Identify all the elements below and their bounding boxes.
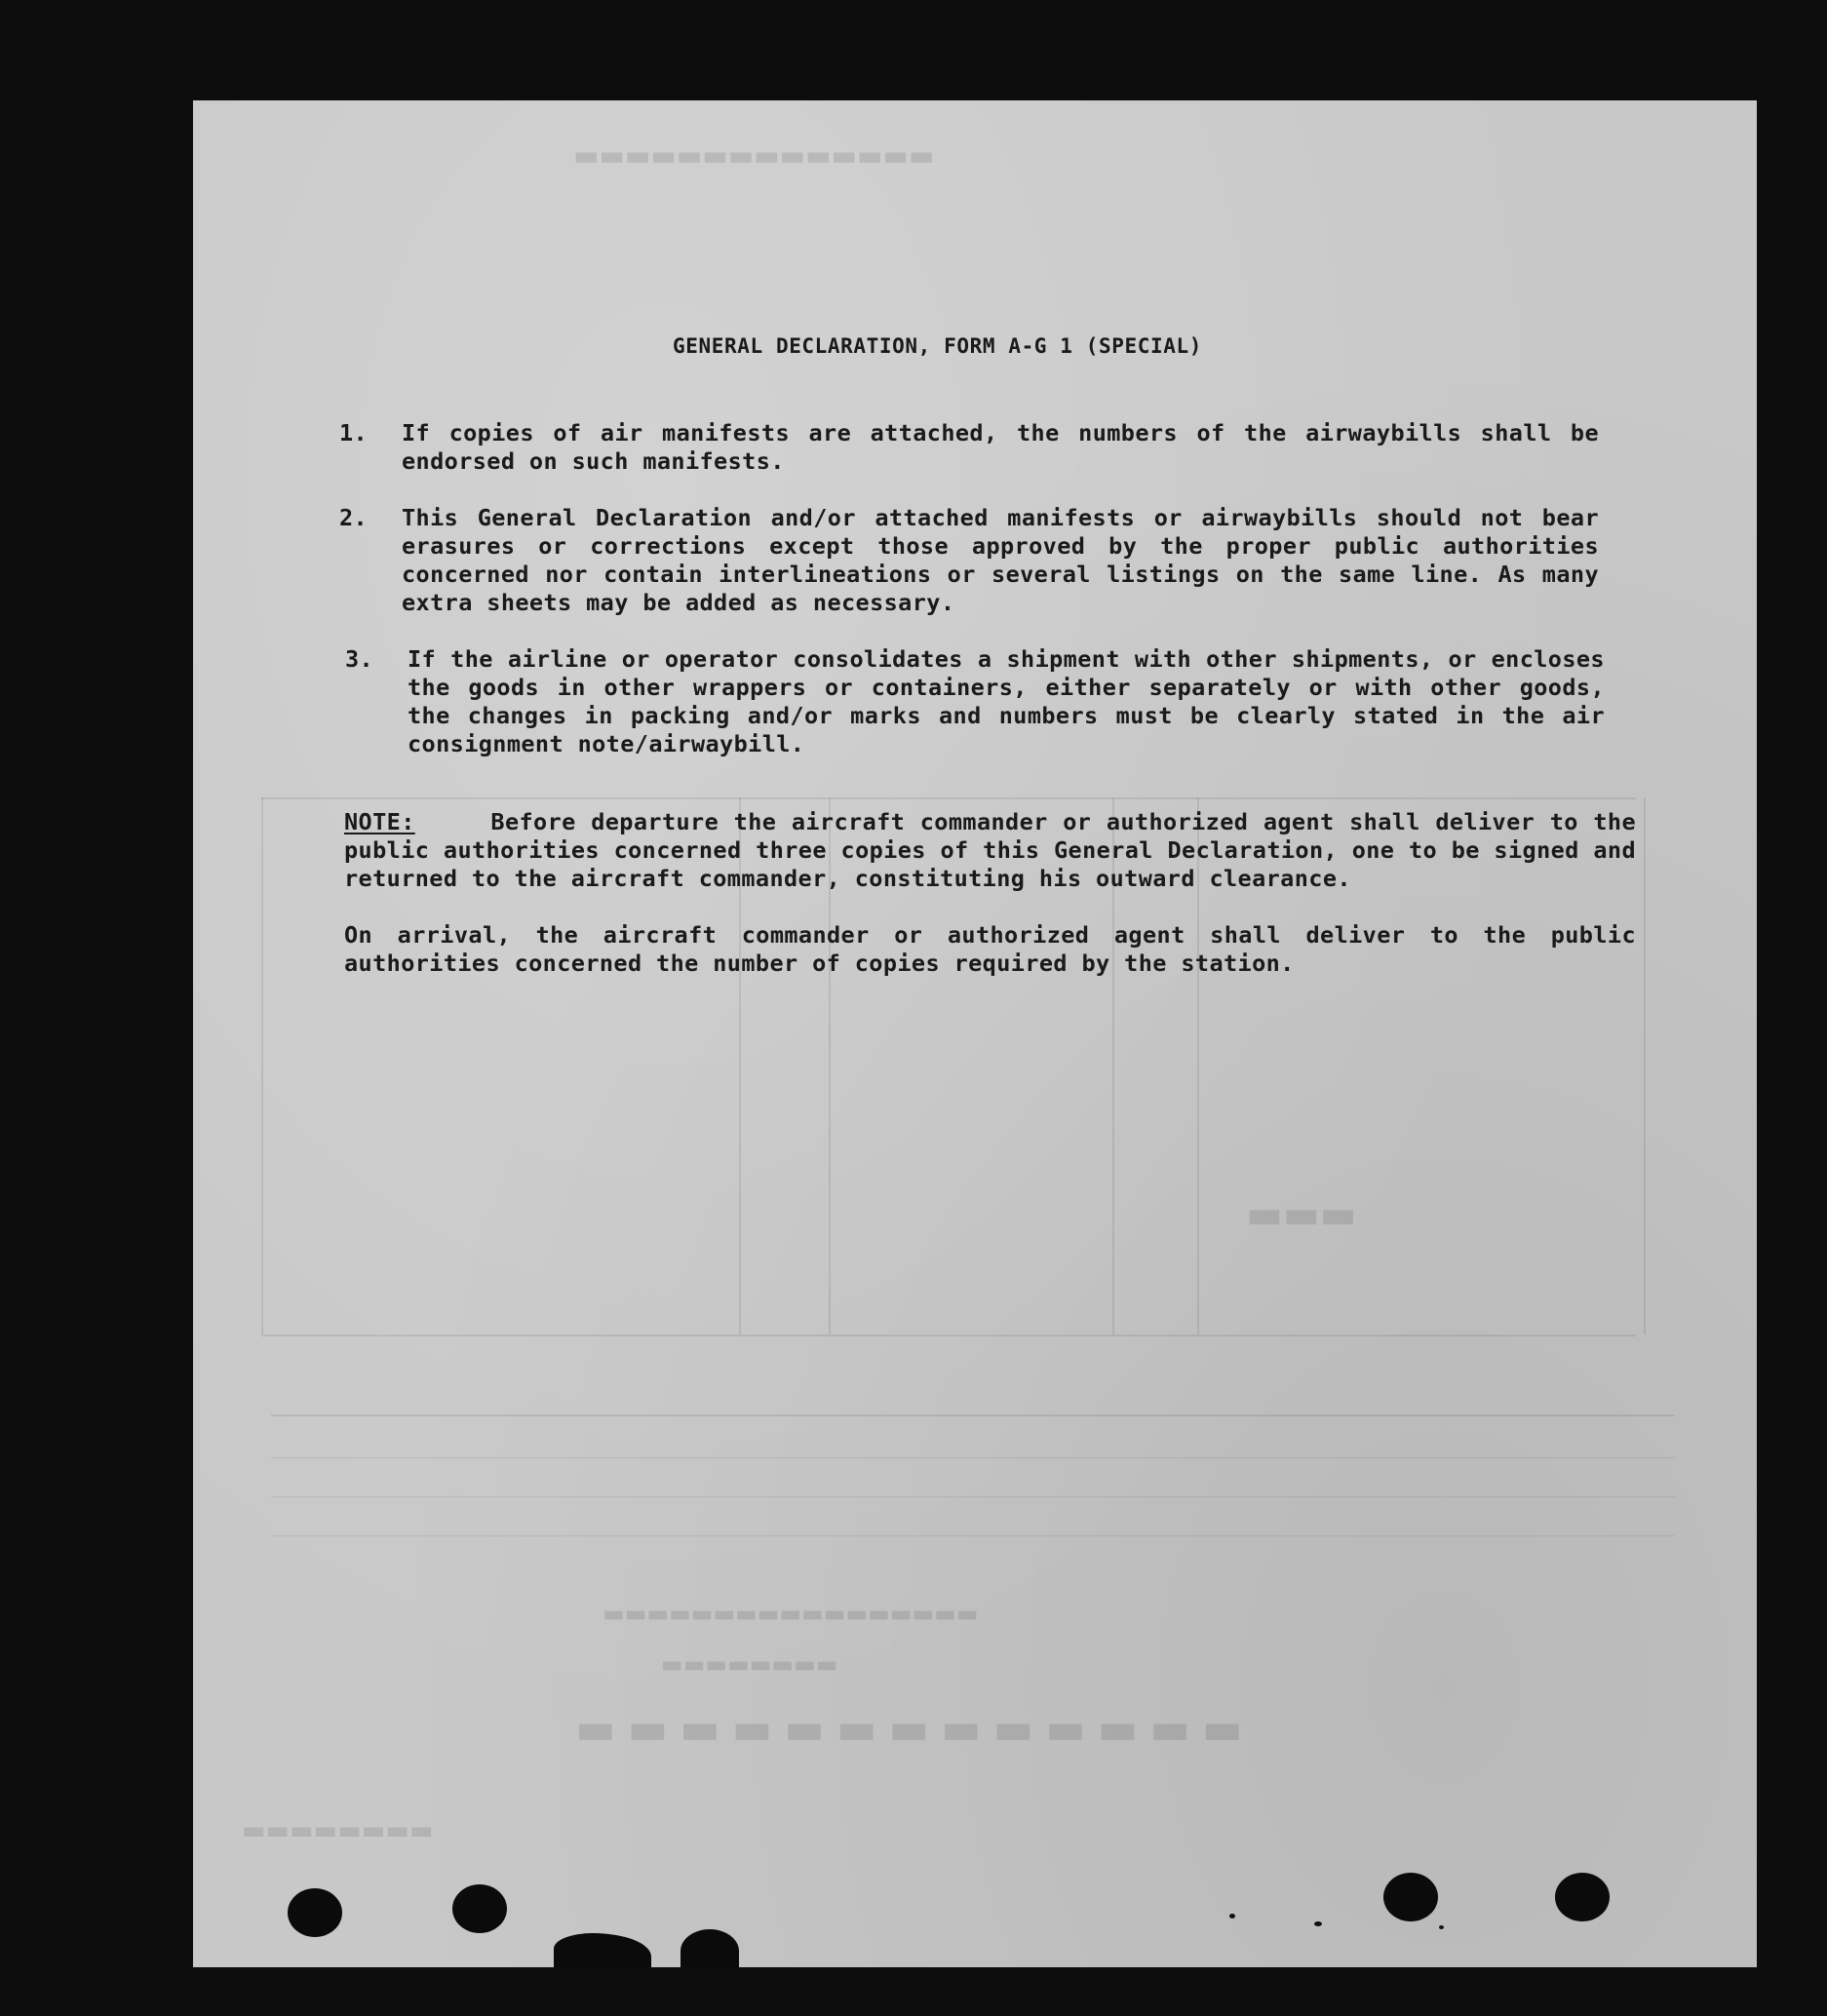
instruction-item-2 — [339, 504, 1607, 621]
item-number: 2. — [339, 504, 369, 531]
torn-edge — [680, 1929, 739, 1967]
paper-speck — [1314, 1921, 1322, 1926]
form-title: GENERAL DECLARATION, FORM A-G 1 (SPECIAL) — [673, 334, 1202, 358]
item-text: If copies of air manifests are attached, the numbers of the airwaybills shall be endorsed on such manifests. — [402, 419, 1599, 475]
punch-hole — [452, 1884, 507, 1933]
paper-speck — [1229, 1914, 1235, 1919]
punch-hole — [1555, 1873, 1610, 1921]
arrival-paragraph: On arrival, the aircraft commander or authorized agent shall deliver to the public authorities concerned the number of copies required by the station. — [344, 921, 1636, 977]
item-text: This General Declaration and/or attached manifests or airwaybills should not bear erasures or corrections except those approved by the proper public authorities concerned nor contain interlineations or several listings on the same line. As many extra sheets may be added as necessary. — [402, 504, 1599, 616]
paper-sheet: ▬▬▬▬▬▬▬▬▬▬▬▬▬▬ ▬▬▬▬▬▬▬▬▬▬▬▬▬ ▬▬▬▬▬▬▬▬ ▬▬▬▬▬▬▬▬▬▬▬▬▬▬▬▬▬ ▬▬▬▬▬▬▬▬ ▬▬▬ GENERAL DECLARATION, FORM A-G 1 (SPECIAL) 1. If copies of air manifests are attached, the numbers of the airwaybills shall be endorsed on such manifests. 2. This General Declaration and/or attached manifests or airwaybills should not bear erasures or corrections except those approved by the proper public authorities concerned nor contain interlineations or several listings on the same line. As many extra sheets may be added as necessary. 3. If the airline or operator consolidates a shipment with other shipments, or encloses the goods in other wrappers or containers, either separately or with other goods, the changes in packing and/or marks and numbers must be clearly stated in the air consignment note/airwaybill. NOTE: Before departure the aircraft commander or authorized agent shall deliver to the public authorities concerned three copies of this General Declaration, one to be signed and returned to the aircraft commander, constituting his outward clearance. On arrival, the aircraft commander or authorized agent shall deliver to the public authorities concerned the number of copies required by the station. — [193, 100, 1757, 1967]
item-number: 1. — [339, 419, 369, 446]
note-label: NOTE: — [344, 808, 415, 835]
punch-hole — [1383, 1873, 1438, 1921]
note-text: Before departure the aircraft commander or authorized agent shall deliver to the public authorities concerned three copies of this General Declaration, one to be signed and returned to the aircraft commander, constituting his outward clearance. — [344, 808, 1636, 892]
instruction-item-3 — [345, 645, 1613, 762]
item-text: If the airline or operator consolidates a shipment with other shipments, or encloses the goods in other wrappers or containers, either separately or with other goods, the changes in packing and/or marks and numbers must be clearly stated in the air consignment note/airwaybill. — [408, 645, 1605, 757]
torn-edge — [554, 1933, 651, 1967]
paper-speck — [1439, 1925, 1444, 1929]
item-number: 3. — [345, 645, 374, 673]
note-block — [344, 808, 1636, 978]
instruction-item-1 — [339, 419, 1607, 478]
punch-hole — [288, 1888, 342, 1937]
note-paragraph — [344, 808, 1636, 893]
